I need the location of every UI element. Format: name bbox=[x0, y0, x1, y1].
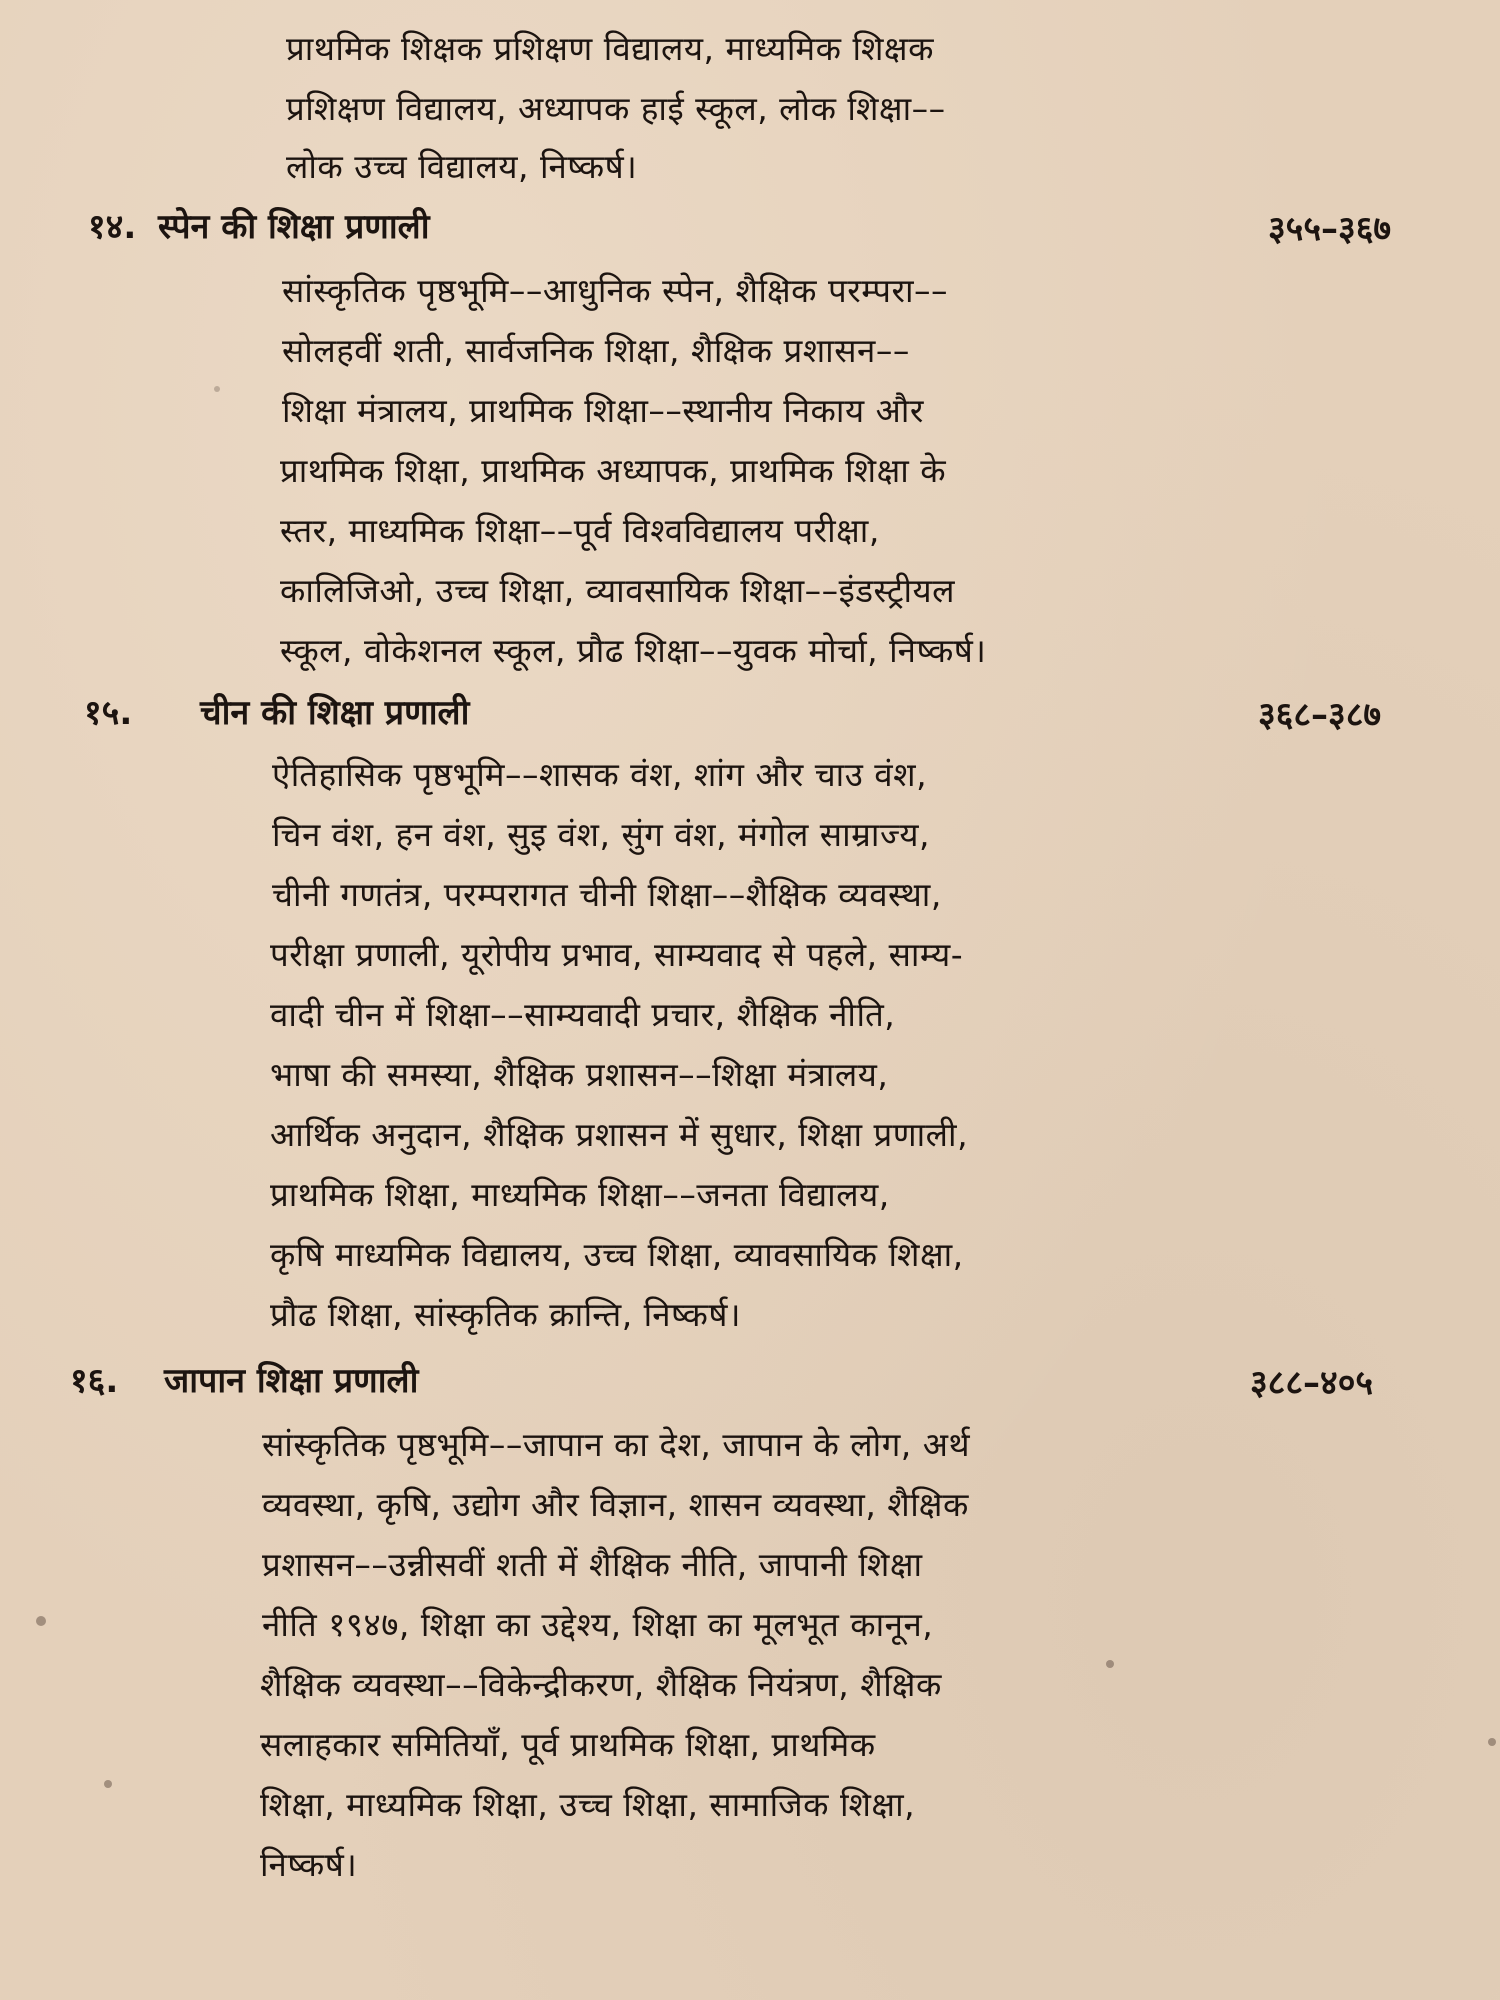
chapter-number: १४. bbox=[88, 207, 137, 247]
paper-speck bbox=[36, 1616, 46, 1626]
page-range: ३८८–४०५ bbox=[1250, 1363, 1374, 1403]
body-line: शिक्षा मंत्रालय, प्राथमिक शिक्षा––स्थानीय निकाय और bbox=[282, 391, 924, 430]
chapter-title: चीन की शिक्षा प्रणाली bbox=[200, 693, 470, 733]
body-line: स्तर, माध्यमिक शिक्षा––पूर्व विश्वविद्यालय परीक्षा, bbox=[280, 511, 880, 550]
chapter-number: १५. bbox=[84, 693, 133, 733]
body-line: सलाहकार समितियाँ, पूर्व प्राथमिक शिक्षा, प्राथमिक bbox=[260, 1725, 876, 1764]
body-line: प्राथमिक शिक्षा, माध्यमिक शिक्षा––जनता विद्यालय, bbox=[270, 1175, 890, 1214]
body-line: प्रशासन––उन्नीसवीं शती में शैक्षिक नीति, जापानी शिक्षा bbox=[262, 1545, 923, 1584]
body-line: कालिजिओ, उच्च शिक्षा, व्यावसायिक शिक्षा––इंडस्ट्रीयल bbox=[280, 571, 956, 610]
body-line: वादी चीन में शिक्षा––साम्यवादी प्रचार, शैक्षिक नीति, bbox=[270, 995, 896, 1034]
body-line: प्रौढ शिक्षा, सांस्कृतिक क्रान्ति, निष्कर्ष। bbox=[270, 1295, 741, 1334]
body-line: परीक्षा प्रणाली, यूरोपीय प्रभाव, साम्यवाद से पहले, साम्य- bbox=[270, 935, 964, 974]
body-line: सांस्कृतिक पृष्ठभूमि––आधुनिक स्पेन, शैक्षिक परम्परा–– bbox=[282, 271, 949, 310]
body-line: प्रशिक्षण विद्यालय, अध्यापक हाई स्कूल, लोक शिक्षा–– bbox=[286, 89, 946, 128]
paper-speck bbox=[214, 386, 220, 392]
body-line: व्यवस्था, कृषि, उद्योग और विज्ञान, शासन व्यवस्था, शैक्षिक bbox=[262, 1485, 969, 1524]
paper-speck bbox=[1488, 1738, 1496, 1746]
body-line: कृषि माध्यमिक विद्यालय, उच्च शिक्षा, व्यावसायिक शिक्षा, bbox=[270, 1235, 964, 1274]
body-line: चीनी गणतंत्र, परम्परागत चीनी शिक्षा––शैक्षिक व्यवस्था, bbox=[272, 875, 942, 914]
body-line: प्राथमिक शिक्षा, प्राथमिक अध्यापक, प्राथमिक शिक्षा के bbox=[280, 451, 947, 490]
body-line: लोक उच्च विद्यालय, निष्कर्ष। bbox=[286, 147, 638, 186]
chapter-number: १६. bbox=[70, 1361, 119, 1401]
chapter-title: जापान शिक्षा प्रणाली bbox=[164, 1361, 419, 1401]
body-line: स्कूल, वोकेशनल स्कूल, प्रौढ शिक्षा––युवक मोर्चा, निष्कर्ष। bbox=[280, 631, 987, 670]
body-line: चिन वंश, हन वंश, सुइ वंश, सुंग वंश, मंगोल साम्राज्य, bbox=[272, 815, 930, 854]
body-line: प्राथमिक शिक्षक प्रशिक्षण विद्यालय, माध्यमिक शिक्षक bbox=[286, 29, 934, 68]
body-line: शिक्षा, माध्यमिक शिक्षा, उच्च शिक्षा, सामाजिक शिक्षा, bbox=[260, 1785, 916, 1824]
paper-speck bbox=[104, 1780, 112, 1788]
body-line: सोलहवीं शती, सार्वजनिक शिक्षा, शैक्षिक प्रशासन–– bbox=[282, 331, 910, 370]
body-line: शैक्षिक व्यवस्था––विकेन्द्रीकरण, शैक्षिक नियंत्रण, शैक्षिक bbox=[260, 1665, 942, 1704]
page-range: ३५५–३६७ bbox=[1268, 209, 1392, 249]
paper-speck bbox=[1106, 1660, 1114, 1668]
body-line: सांस्कृतिक पृष्ठभूमि––जापान का देश, जापान के लोग, अर्थ bbox=[262, 1425, 971, 1464]
page-range: ३६८–३८७ bbox=[1258, 695, 1382, 735]
body-line: आर्थिक अनुदान, शैक्षिक प्रशासन में सुधार, शिक्षा प्रणाली, bbox=[270, 1115, 969, 1154]
chapter-title: स्पेन की शिक्षा प्रणाली bbox=[158, 207, 430, 247]
body-line: भाषा की समस्या, शैक्षिक प्रशासन––शिक्षा मंत्रालय, bbox=[270, 1055, 889, 1094]
body-line: ऐतिहासिक पृष्ठभूमि––शासक वंश, शांग और चाउ वंश, bbox=[272, 755, 928, 794]
body-line: निष्कर्ष। bbox=[260, 1845, 358, 1884]
body-line: नीति १९४७, शिक्षा का उद्देश्य, शिक्षा का मूलभूत कानून, bbox=[262, 1605, 934, 1644]
